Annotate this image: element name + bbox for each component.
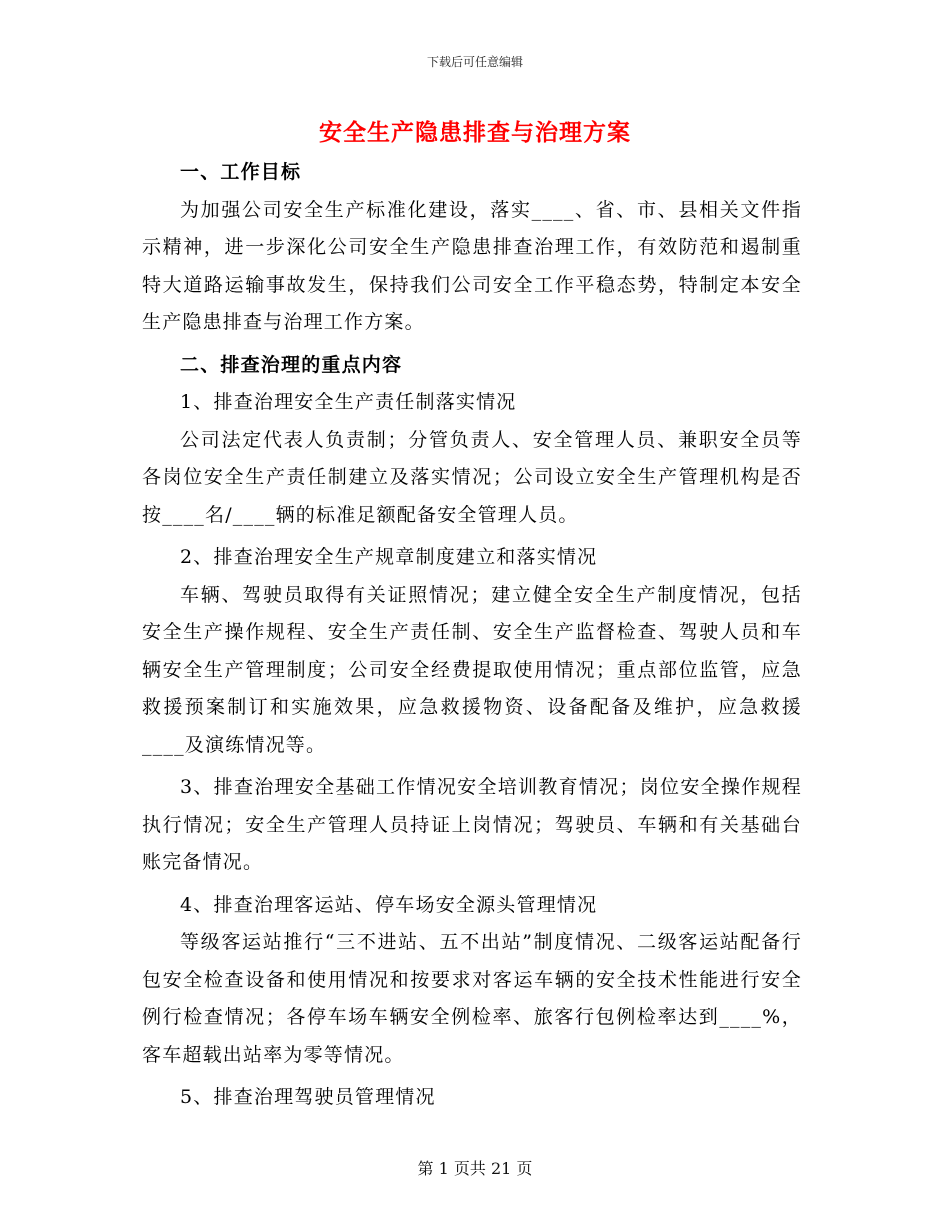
paragraph-item-1: 公司法定代表人负责制；分管负责人、安全管理人员、兼职安全员等各岗位安全生产责任制建立及落实情况；公司设立安全生产管理机构是否按____名/____辆的标准足额配备安全管理人员。	[142, 428, 802, 526]
header-note: 下载后可任意编辑	[426, 55, 523, 69]
paragraph-item-2: 车辆、驾驶员取得有关证照情况；建立健全安全生产制度情况，包括安全生产操作规程、安全生产责任制、安全生产监督检查、驾驶人员和车辆安全生产管理制度；公司安全经费提取使用情况；重点部位监管，应急救援预案制订和实施效果，应急救援物资、设备配备及维护，应急救援____及演练情况等。	[142, 583, 802, 756]
paragraph-goals: 为加强公司安全生产标准化建设，落实____、省、市、县相关文件指示精神，进一步深化公司安全生产隐患排查治理工作，有效防范和遏制重特大道路运输事故发生，保持我们公司安全工作平稳态势，特制定本安全生产隐患排查与治理工作方案。	[142, 198, 802, 333]
document-title: 安全生产隐患排查与治理方案	[319, 120, 631, 146]
section-heading-key-content: 二、排查治理的重点内容	[180, 353, 403, 376]
item-heading-2: 2、排查治理安全生产规章制度建立和落实情况	[180, 546, 598, 568]
item-heading-4: 4、排查治理客运站、停车场安全源头管理情况	[180, 893, 598, 916]
paragraph-item-4: 等级客运站推行“三不进站、五不出站”制度情况、二级客运站配备行包安全检查设备和使用情况和按要求对客运车辆的安全技术性能进行安全例行检查情况；各停车场车辆安全例检率、旅客行包例检率达到____%，客车超载出站率为零等情况。	[142, 931, 802, 1066]
item-heading-5: 5、排查治理驾驶员管理情况	[180, 1086, 436, 1108]
item-heading-1: 1、排查治理安全生产责任制落实情况	[180, 391, 517, 413]
document-body	[142, 154, 802, 1117]
section-heading-goals: 一、工作目标	[180, 161, 302, 183]
page-footer: 第 1 页共 21 页	[417, 1159, 533, 1178]
paragraph-item-3: 3、排查治理安全基础工作情况安全培训教育情况；岗位安全操作规程执行情况；安全生产管理人员持证上岗情况；驾驶员、车辆和有关基础台账完备情况。	[142, 776, 802, 873]
